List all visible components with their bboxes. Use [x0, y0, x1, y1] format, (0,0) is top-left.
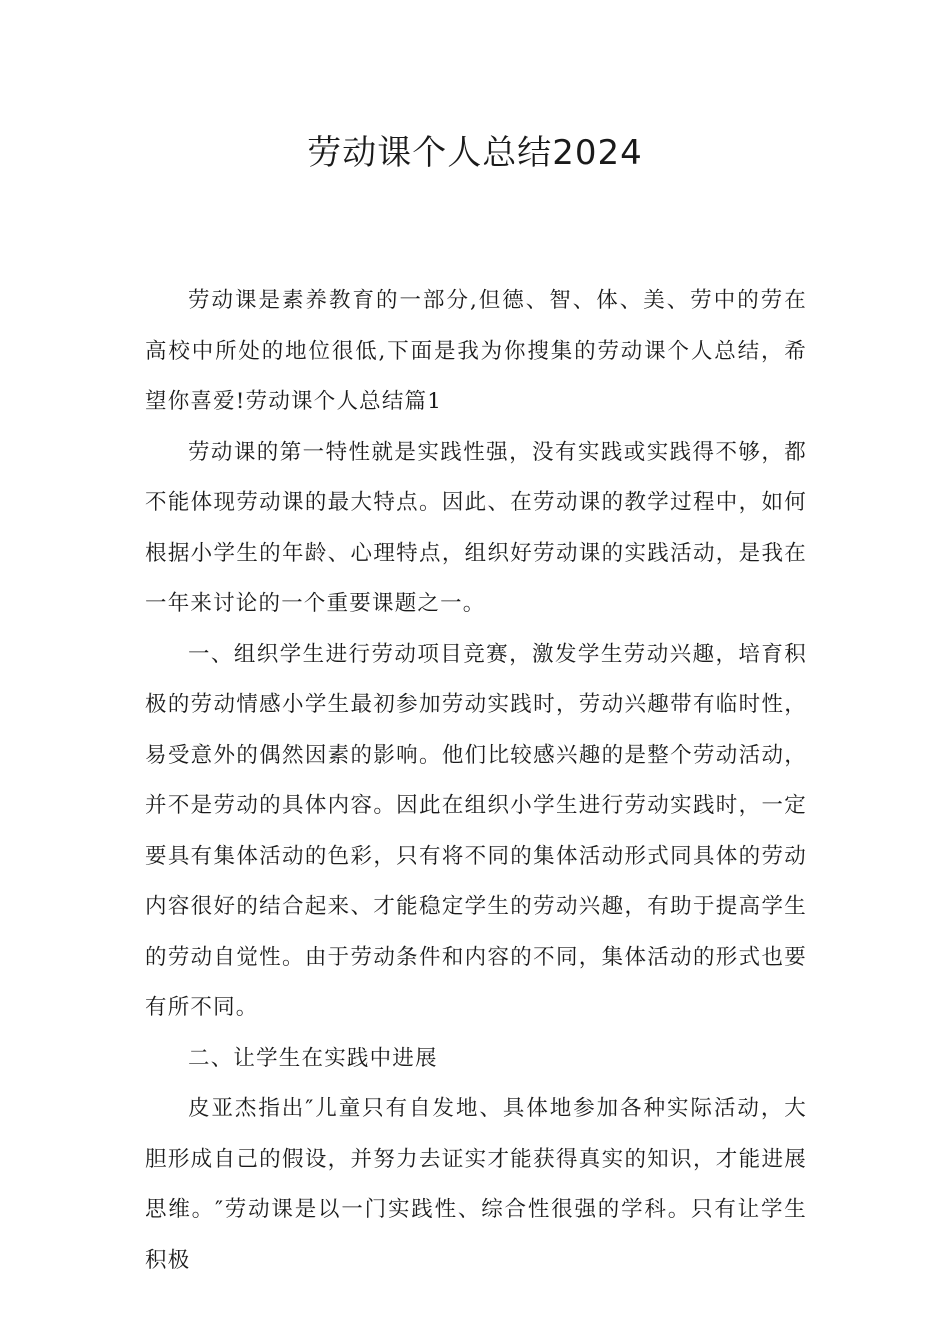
- paragraph-section-one: 一、组织学生进行劳动项目竞赛，激发学生劳动兴趣，培育积极的劳动情感小学生最初参加劳动实践时，劳动兴趣带有临时性，易受意外的偶然因素的影响。他们比较感兴趣的是整个劳动活动，并不是劳动的具体内容。因此在组织小学生进行劳动实践时，一定要具有集体活动的色彩，只有将不同的集体活动形式同具体的劳动内容很好的结合起来、才能稳定学生的劳动兴趣，有助于提高学生的劳动自觉性。由于劳动条件和内容的不同，集体活动的形式也要有所不同。: [145, 641, 807, 1020]
- paragraph-intro: 劳动课是素养教育的一部分,但德、智、体、美、劳中的劳在高校中所处的地位很低,下面是我为你搜集的劳动课个人总结，希望你喜爱!劳动课个人总结篇1: [145, 288, 807, 414]
- document-body: [145, 276, 807, 1286]
- paragraph-piaget: 皮亚杰指出″儿童只有自发地、具体地参加各种实际活动，大胆形成自己的假设，并努力去证实才能获得真实的知识，才能进展思维。″劳动课是以一门实践性、综合性很强的学科。只有让学生积极: [145, 1096, 807, 1273]
- section-heading-two: 二、让学生在实践中进展: [188, 1045, 438, 1071]
- paragraph-practice: 劳动课的第一特性就是实践性强，没有实践或实践得不够，都不能体现劳动课的最大特点。因此、在劳动课的教学过程中，如何根据小学生的年龄、心理特点，组织好劳动课的实践活动，是我在一年来讨论的一个重要课题之一。: [145, 439, 807, 616]
- document-title: 劳动课个人总结2024: [307, 133, 643, 173]
